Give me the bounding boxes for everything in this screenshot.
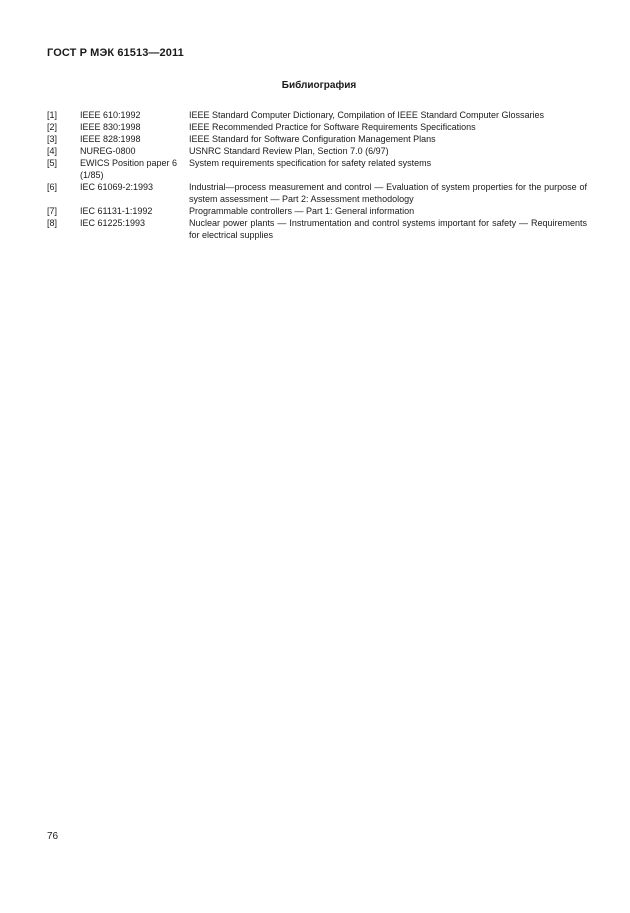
entry-title: Industrial—process measurement and control — Evaluation of system properties for the purpose of system assessment — Part 2: Assessment methodology	[189, 182, 587, 204]
bibliography-entry	[47, 145, 587, 157]
entry-code: NUREG-0800	[80, 146, 136, 156]
entry-title: USNRC Standard Review Plan, Section 7.0 (6/97)	[189, 146, 389, 156]
bibliography-entry	[47, 181, 587, 205]
entry-number: [6]	[47, 182, 58, 192]
document-header: ГОСТ Р МЭК 61513—2011	[47, 47, 184, 59]
entry-number: [1]	[47, 110, 58, 120]
entry-title: System requirements specification for safety related systems	[189, 158, 432, 168]
bibliography-title: Библиография	[281, 80, 357, 91]
entry-number: [8]	[47, 218, 58, 228]
entry-title: IEEE Recommended Practice for Software Requirements Specifications	[189, 122, 476, 132]
entry-code: IEC 61069-2:1993	[80, 182, 154, 192]
bibliography-entry	[47, 109, 587, 121]
entry-number: [5]	[47, 158, 58, 168]
entry-code: IEEE 610:1992	[80, 110, 141, 120]
bibliography-entry	[47, 217, 587, 241]
page-number: 76	[47, 831, 59, 842]
entry-code: EWICS Position paper 6 (1/85)	[80, 158, 178, 180]
entry-code: IEC 61225:1993	[80, 218, 146, 228]
bibliography-entry	[47, 205, 587, 217]
bibliography-list	[47, 109, 587, 241]
entry-title: IEEE Standard for Software Configuration Management Plans	[189, 134, 436, 144]
entry-number: [2]	[47, 122, 58, 132]
entry-title: Nuclear power plants — Instrumentation and control systems important for safety — Requirements for electrical supplies	[189, 218, 587, 240]
bibliography-entry	[47, 157, 587, 181]
entry-title: IEEE Standard Computer Dictionary, Compilation of IEEE Standard Computer Glossaries	[189, 110, 544, 120]
entry-number: [3]	[47, 134, 58, 144]
bibliography-entry	[47, 121, 587, 133]
bibliography-entry	[47, 133, 587, 145]
entry-number: [7]	[47, 206, 58, 216]
entry-code: IEEE 828:1998	[80, 134, 141, 144]
entry-title: Programmable controllers — Part 1: General information	[189, 206, 415, 216]
entry-code: IEEE 830:1998	[80, 122, 141, 132]
entry-code: IEC 61131-1:1992	[80, 206, 153, 216]
entry-number: [4]	[47, 146, 58, 156]
